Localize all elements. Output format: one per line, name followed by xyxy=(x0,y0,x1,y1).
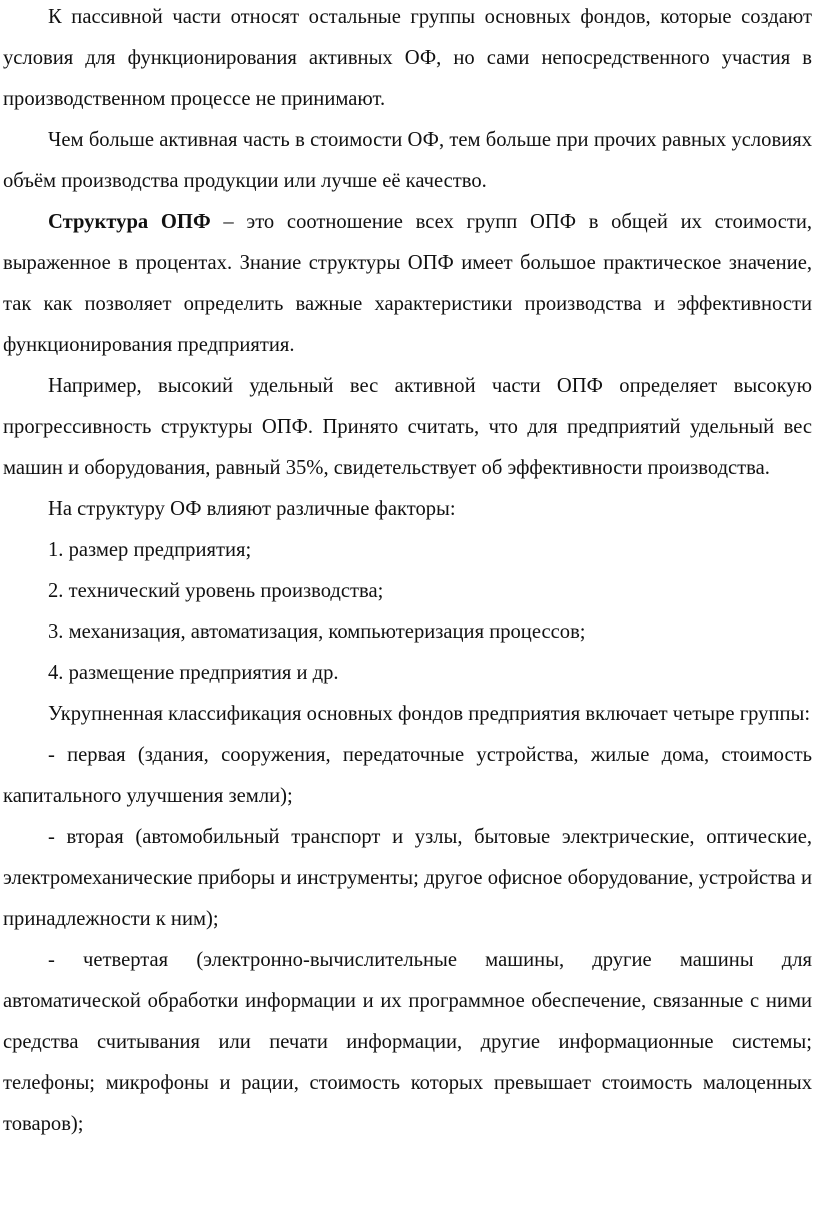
paragraph-example: Например, высокий удельный вес активной части ОПФ определяет высокую прогрессивность структуры ОПФ. Принято считать, что для предприятий удельный вес машин и оборудования, равный 35%, свидетельствует об эффективности производства. xyxy=(3,375,812,479)
paragraph-factors-intro: На структуру ОФ влияют различные факторы: xyxy=(48,498,456,520)
factor-item: 1. размер предприятия; xyxy=(48,539,252,561)
paragraph-structure-definition xyxy=(3,202,812,366)
definition-text: – это соотношение всех групп ОПФ в общей их стоимости, выраженное в процентах. Знание структуры ОПФ имеет большое практическое значение, так как позволяет определить важные характеристики производства и эффективности функционирования предприятия. xyxy=(3,211,813,356)
factor-item: 3. механизация, автоматизация, компьютеризация процессов; xyxy=(48,621,586,643)
factor-item: 4. размещение предприятия и др. xyxy=(48,662,339,684)
paragraph-classification-intro: Укрупненная классификация основных фондов предприятия включает четыре группы: xyxy=(48,703,811,725)
paragraph-passive-part: К пассивной части относят остальные группы основных фондов, которые создают условия для функционирования активных ОФ, но сами непосредственного участия в производственном процессе не принимают. xyxy=(3,6,812,110)
paragraph-active-part: Чем больше активная часть в стоимости ОФ, тем больше при прочих равных условиях объём производства продукции или лучше её качество. xyxy=(3,129,812,192)
classification-group: - первая (здания, сооружения, передаточные устройства, жилые дома, стоимость капитального улучшения земли); xyxy=(3,744,812,807)
classification-group: - вторая (автомобильный транспорт и узлы, бытовые электрические, оптические, электромеханические приборы и инструменты; другое офисное оборудование, устройства и принадлежности к ним); xyxy=(3,826,812,930)
factor-item: 2. технический уровень производства; xyxy=(48,580,384,602)
classification-group: - четвертая (электронно-вычислительные машины, другие машины для автоматической обработки информации и их программное обеспечение, связанные с ними средства считывания или печати информации, другие информационные системы; телефоны; микрофоны и рации, стоимость которых превышает стоимость малоценных товаров); xyxy=(3,949,812,1135)
term-structure-opf: Структура ОПФ xyxy=(48,211,211,233)
